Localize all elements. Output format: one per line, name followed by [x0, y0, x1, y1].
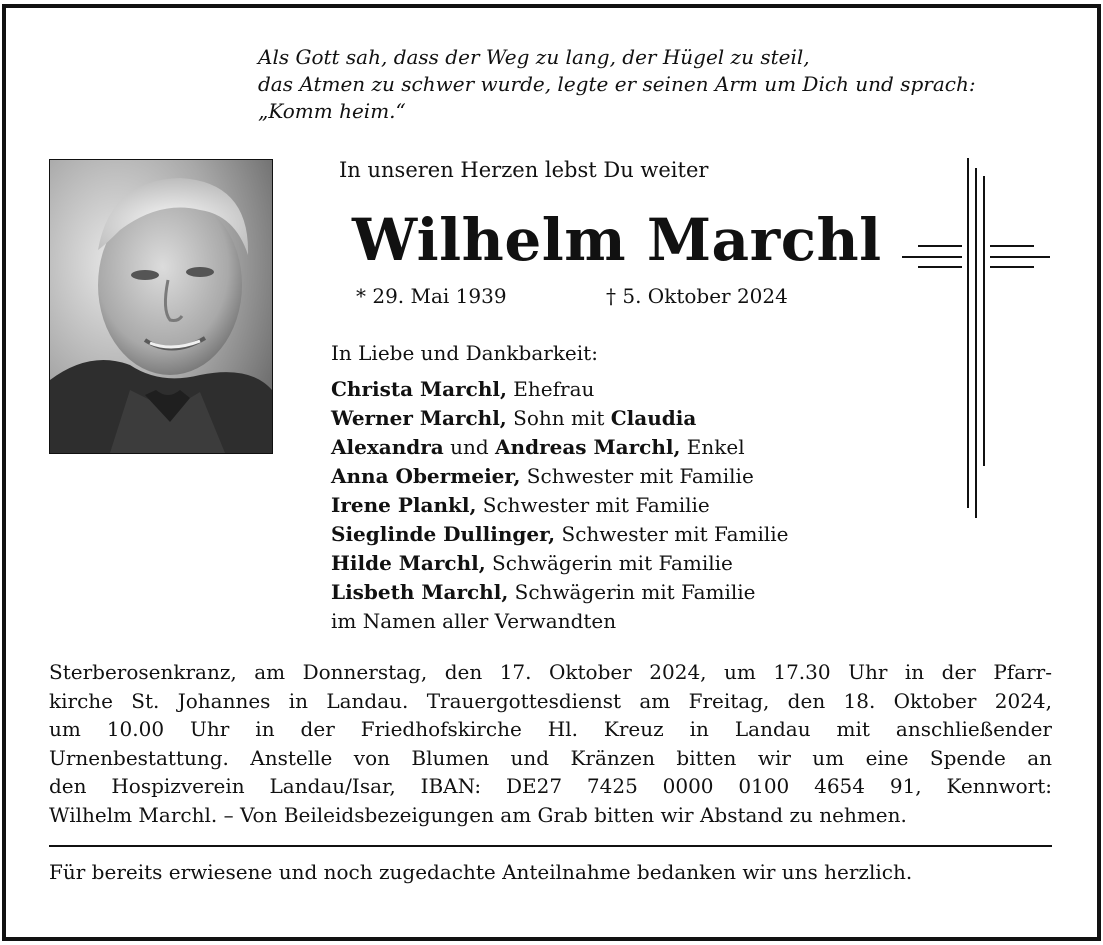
member-relation: Sohn mit [506, 406, 611, 430]
notice-line: den Hospizverein Landau/Isar, IBAN: DE27 7425 0000 0100 4654 91, Kennwort: [49, 774, 1052, 799]
member-relation: Schwägerin mit Familie [508, 580, 756, 604]
birth-date: * 29. Mai 1939 [356, 284, 507, 308]
family-list [331, 375, 788, 636]
member-name: Alexandra [331, 435, 444, 459]
remembrance-line: In unseren Herzen lebst Du weiter [339, 158, 709, 182]
member-name: Werner Marchl, [331, 406, 507, 430]
funeral-notice [49, 658, 1052, 830]
member-relation: Enkel [680, 435, 745, 459]
list-item [331, 375, 788, 404]
list-item [331, 491, 788, 520]
portrait-photo [49, 159, 273, 454]
member-relation: Schwester mit Familie [520, 464, 754, 488]
poem-line-1: Als Gott sah, dass der Weg zu lang, der Hügel zu steil, [258, 45, 810, 69]
notice-line: kirche St. Johannes in Landau. Trauergottesdienst am Freitag, den 18. Oktober 2024, [49, 688, 1052, 713]
list-item [331, 578, 788, 607]
list-item [331, 520, 788, 549]
poem-line-2: das Atmen zu schwer wurde, legte er seinen Arm um Dich und sprach: [258, 72, 976, 96]
poem [258, 44, 976, 125]
gratitude-intro: In Liebe und Dankbarkeit: [331, 341, 598, 365]
thanks-line: Für bereits erwiesene und noch zugedachte Anteilnahme bedanken wir uns herzlich. [49, 860, 913, 884]
notice-line: um 10.00 Uhr in der Friedhofskirche Hl. Kreuz in Landau mit anschließender [49, 717, 1052, 742]
notice-line: Sterberosenkranz, am Donnerstag, den 17. Oktober 2024, um 17.30 Uhr in der Pfarr- [49, 660, 1052, 684]
member-conjunction: und [443, 435, 496, 459]
list-item [331, 462, 788, 491]
member-extra-name: Claudia [610, 406, 697, 430]
member-name: Christa Marchl, [331, 377, 507, 401]
list-item [331, 404, 788, 433]
member-relation: Schwägerin mit Familie [485, 551, 733, 575]
death-date: † 5. Oktober 2024 [606, 284, 788, 308]
member-name: Anna Obermeier, [331, 464, 521, 488]
member-name: Sieglinde Dullinger, [331, 522, 556, 546]
notice-line: Urnenbestattung. Anstelle von Blumen und Kränzen bitten wir um eine Spende an [49, 745, 1052, 770]
divider [49, 845, 1052, 847]
member-relation: Schwester mit Familie [555, 522, 789, 546]
member-relation: Schwester mit Familie [476, 493, 710, 517]
cross-icon [900, 156, 1052, 526]
member-name: Hilde Marchl, [331, 551, 486, 575]
family-closing: im Namen aller Verwandten [331, 609, 617, 633]
deceased-name: Wilhelm Marchl [352, 206, 882, 274]
notice-line: Wilhelm Marchl. – Von Beileidsbezeigungen am Grab bitten wir Abstand zu nehmen. [49, 802, 907, 827]
poem-line-3: „Komm heim.“ [258, 99, 406, 123]
list-item [331, 433, 788, 462]
member-name: Lisbeth Marchl, [331, 580, 509, 604]
list-item [331, 549, 788, 578]
member-name: Irene Plankl, [331, 493, 477, 517]
portrait-photo-icon [50, 160, 272, 453]
member-name-2: Andreas Marchl, [495, 435, 681, 459]
member-relation: Ehefrau [506, 377, 595, 401]
